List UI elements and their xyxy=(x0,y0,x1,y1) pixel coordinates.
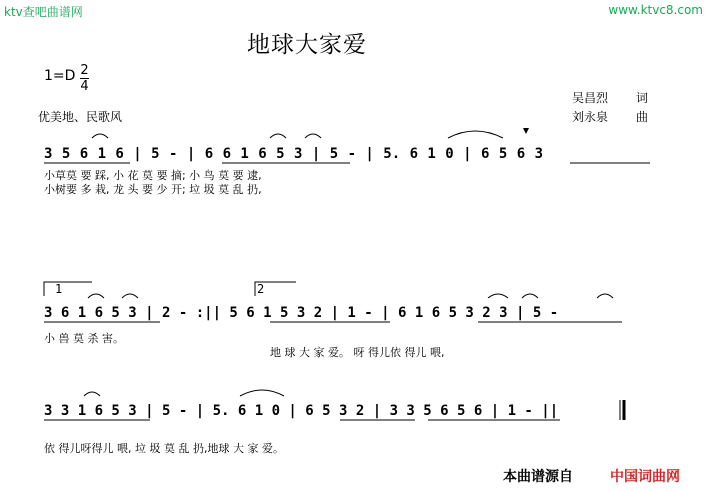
notation-row-3: 3 3 1 6 5 3 | 5 - | 5. 6 1 0 | 6 5 3 2 | 3 3 5 6 5 6 | 1 - || xyxy=(44,403,559,419)
slur-mark xyxy=(92,134,108,138)
fermata-mark xyxy=(523,128,529,134)
notation-row-1: 3 5 6 1 6 | 5 - | 6 6 1 6 5 3 | 5 - | 5. 6 1 0 | 6 5 6 3 xyxy=(44,146,544,162)
slur-mark xyxy=(522,294,538,298)
volta-2-label: 2 xyxy=(257,282,265,296)
slur-mark xyxy=(270,134,286,138)
key-signature: 1=D xyxy=(44,68,76,84)
lyric-row-1-line-1: 小草莫 要 踩, 小 花 莫 要 摘; 小 鸟 莫 要 逮, xyxy=(44,169,262,182)
lyric-row-2-line-1: 小 兽 莫 杀 害。 xyxy=(44,332,124,345)
style-marking: 优美地、民歌风 xyxy=(38,110,123,124)
volta-bracket xyxy=(44,282,92,296)
slur-mark xyxy=(448,131,503,138)
slur-mark xyxy=(488,294,508,298)
watermark-right: www.ktvc8.com xyxy=(608,3,703,17)
slur-mark xyxy=(88,294,104,298)
lyric-row-1-line-2: 小树要 多 栽, 龙 头 要 少 开; 垃 圾 莫 乱 扔, xyxy=(44,183,262,196)
lyricist-role: 词 xyxy=(636,91,649,105)
lyricist-name: 吴昌烈 xyxy=(572,91,609,105)
time-signature-top: 2 xyxy=(80,63,89,78)
composer-role: 曲 xyxy=(636,110,649,124)
notation-row-2: 3 6 1 6 5 3 | 2 - :|| 5 6 1 5 3 2 | 1 - | 6 1 6 5 3 2 3 | 5 - xyxy=(44,305,559,321)
footer-brand: 中国词曲网 xyxy=(610,469,680,485)
slur-mark xyxy=(122,294,138,298)
watermark-left: ktv查吧曲谱网 xyxy=(4,5,83,19)
composer-name: 刘永泉 xyxy=(572,110,609,124)
song-title: 地球大家爱 xyxy=(247,32,367,58)
slur-mark xyxy=(240,390,284,396)
time-signature-bottom: 4 xyxy=(80,79,89,94)
footer-source: 本曲谱源自 xyxy=(503,469,573,485)
volta-bracket xyxy=(255,282,296,296)
slur-mark xyxy=(597,294,613,298)
volta-1-label: 1 xyxy=(55,282,63,296)
slur-mark xyxy=(305,134,321,138)
lyric-row-2-line-2: 地 球 大 家 爱。 呀 得儿依 得儿 喂, xyxy=(270,346,445,359)
slur-mark xyxy=(84,392,100,396)
lyric-row-3-line-1: 依 得儿呀得儿 喂, 垃 圾 莫 乱 扔,地球 大 家 爱。 xyxy=(44,442,284,455)
